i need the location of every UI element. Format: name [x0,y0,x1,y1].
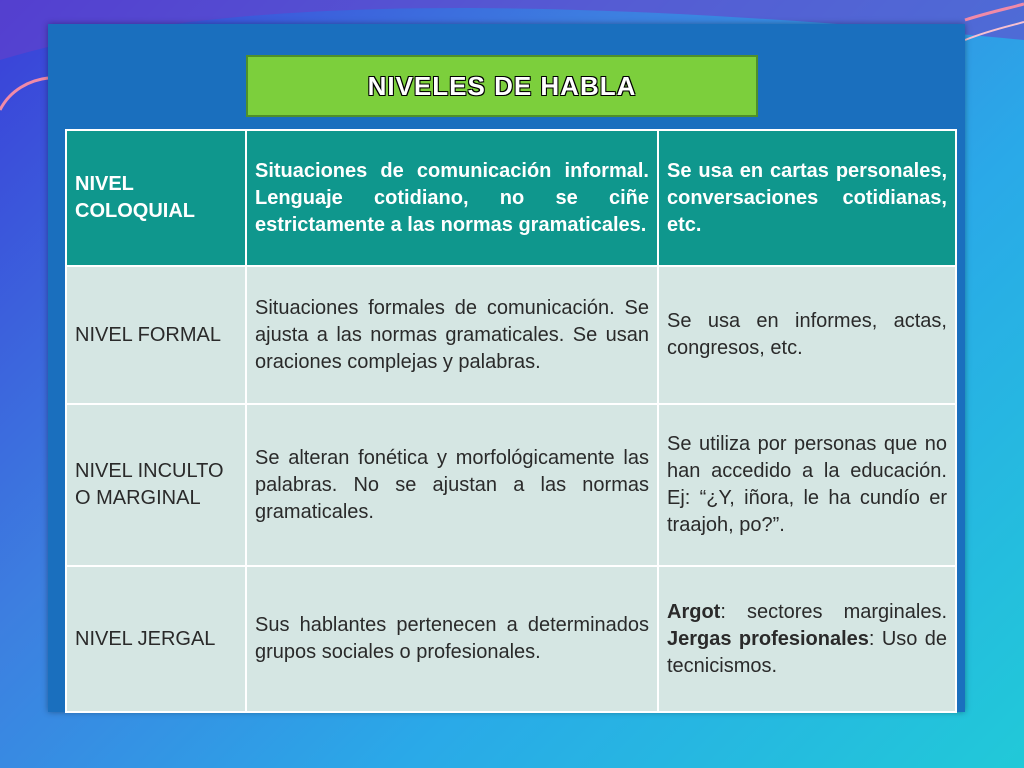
uso-cell [658,566,956,712]
nivel-cell: NIVEL FORMAL [66,266,246,404]
table-row [66,266,956,404]
uso-text: : sectores marginales. [720,600,947,623]
situacion-cell: Sus hablantes pertenecen a determinados grupos sociales o profesionales. [246,566,658,712]
table-row [66,566,956,712]
nivel-cell: NIVEL JERGAL [66,566,246,712]
uso-cell: Se usa en informes, actas, congresos, etc. [658,266,956,404]
nivel-cell: NIVEL COLOQUIAL [66,130,246,266]
uso-text: : Uso de tecnicismos. [667,627,948,677]
uso-cell: Se usa en cartas personales, conversaciones cotidianas, etc. [658,130,956,266]
title-box [246,55,758,117]
nivel-cell: NIVEL INCULTO O MARGINAL [66,404,246,566]
situacion-cell: Se alteran fonética y morfológicamente las palabras. No se ajustan a las normas gramaticales. [246,404,658,566]
slide-panel [48,24,965,712]
table-row [66,130,956,266]
slide-title: NIVELES DE HABLA [367,70,637,101]
term-argot: Argot [667,600,721,623]
term-jergas: Jergas profesionales [667,627,869,650]
situacion-cell: Situaciones formales de comunicación. Se ajusta a las normas gramaticales. Se usan oraciones complejas y palabras. [246,266,658,404]
niveles-table [65,129,957,713]
uso-cell: Se utiliza por personas que no han accedido a la educación. Ej: “¿Y, iñora, le ha cundío er traajoh, po?”. [658,404,956,566]
situacion-cell: Situaciones de comunicación informal. Lenguaje cotidiano, no se ciñe estrictamente a las normas gramaticales. [246,130,658,266]
table-row [66,404,956,566]
